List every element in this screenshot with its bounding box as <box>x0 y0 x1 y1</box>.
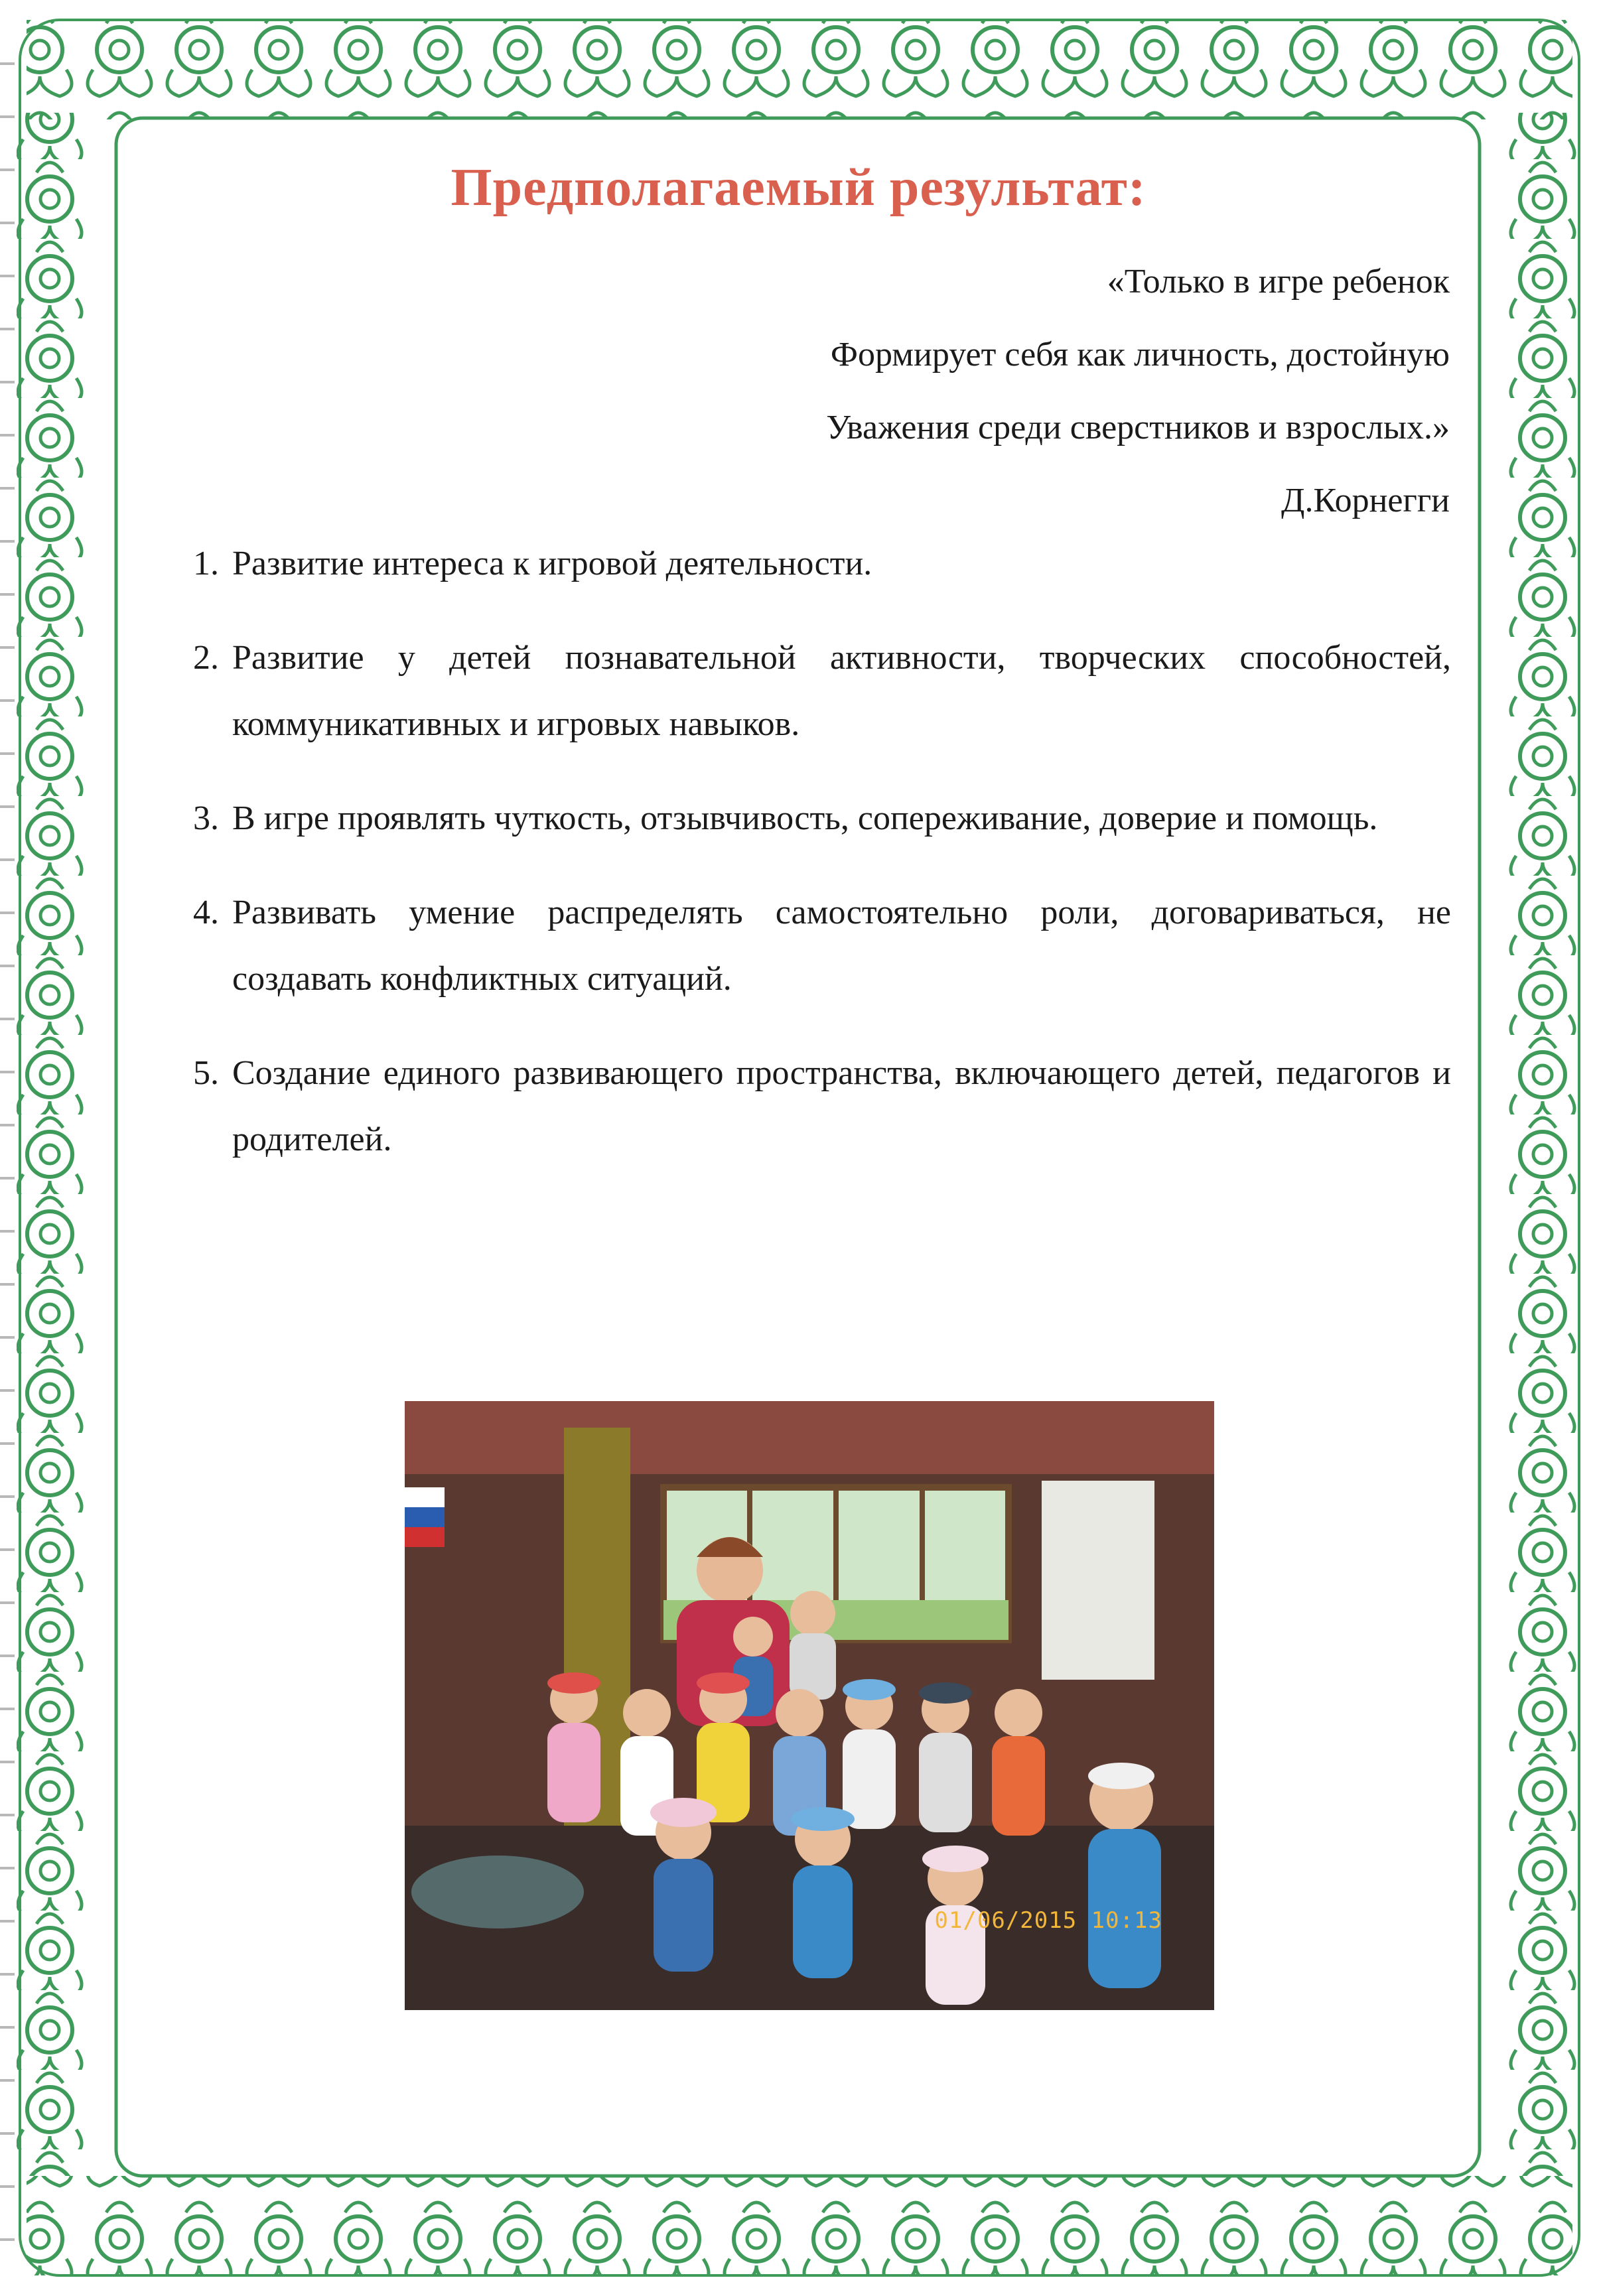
list-item-number: 5. <box>193 1054 219 1092</box>
list-item-text: Развивать умение распределять самостоятельно роли, договариваться, не создавать конфликтных ситуаций. <box>232 894 1451 998</box>
list-item-text: Создание единого развивающего пространства, включающего детей, педагогов и родителей. <box>232 1054 1451 1158</box>
list-item-text: Развитие у детей познавательной активности, творческих способностей, коммуникативных и игровых навыков. <box>232 639 1451 743</box>
epigraph <box>826 245 1450 537</box>
goals-list <box>193 531 1451 1201</box>
list-item-text: Развитие интереса к игровой деятельности. <box>232 545 872 582</box>
list-item-text: В игре проявлять чуткость, отзывчивость, сопереживание, доверие и помощь. <box>232 799 1378 837</box>
epigraph-line: «Только в игре ребенок <box>1107 263 1450 301</box>
epigraph-line: Формирует себя как личность, достойную <box>830 336 1450 373</box>
epigraph-author: Д.Корнегги <box>1281 482 1450 519</box>
photo-timestamp: 01/06/2015 10:13 <box>934 1907 1162 1934</box>
list-item-number: 4. <box>193 894 219 931</box>
list-item <box>193 785 1451 852</box>
list-item-number: 3. <box>193 799 219 837</box>
group-photo <box>405 1401 1214 2010</box>
list-item <box>193 1040 1451 1173</box>
list-item <box>193 625 1451 758</box>
list-item-number: 1. <box>193 545 219 582</box>
list-item <box>193 880 1451 1012</box>
list-item-number: 2. <box>193 639 219 677</box>
list-item <box>193 531 1451 597</box>
page-title: Предполагаемый результат: <box>451 159 1146 217</box>
epigraph-line: Уважения среди сверстников и взрослых.» <box>826 409 1450 446</box>
